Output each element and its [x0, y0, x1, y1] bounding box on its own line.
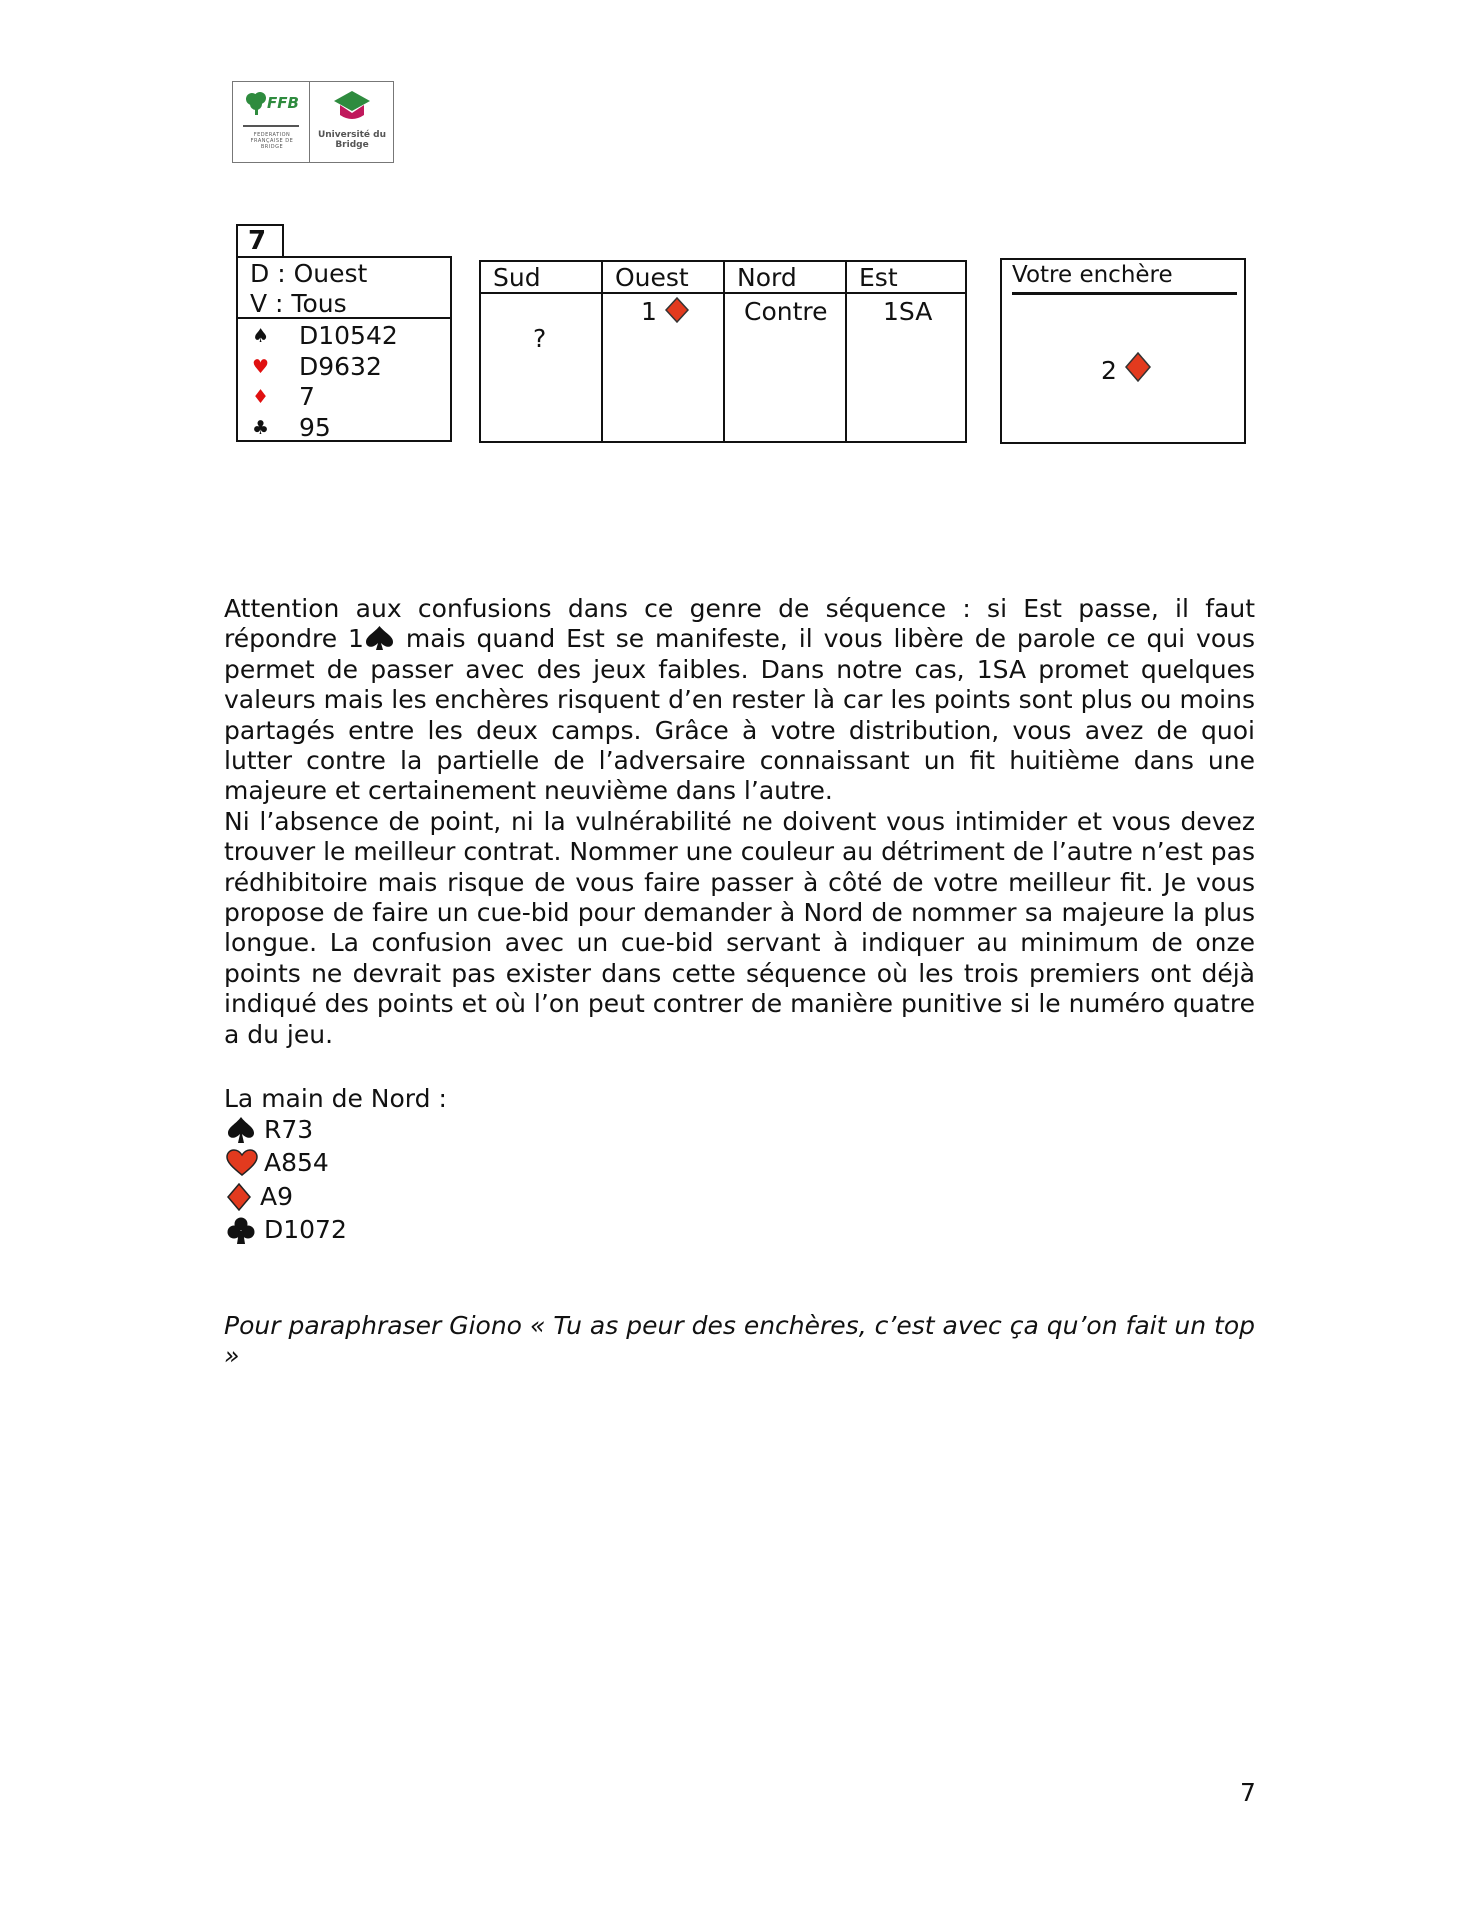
answer-box	[1000, 258, 1246, 444]
header-ouest: Ouest	[603, 262, 723, 294]
hand-row-hearts	[238, 352, 450, 383]
deal-header	[238, 258, 450, 319]
nord-spade-cards: R73	[264, 1115, 314, 1144]
spade-icon: ♠	[252, 325, 270, 347]
tree-icon	[243, 90, 269, 116]
bid-ouest-level: 1	[641, 297, 657, 326]
spade-icon	[226, 1116, 256, 1144]
nord-heart-cards: A854	[264, 1148, 329, 1177]
paragraph-2: Ni l’absence de point, ni la vulnérabilité ne doivent vous intimider et vous devez trouver le meilleur contrat. Nommer une couleur au détriment de l’autre n’est pas rédhibitoire mais risque de vous faire passer à côté de votre meilleur fit. Je vous propose de faire un cue-bid pour demander à Nord de nommer sa majeure la plus longue. La confusion avec un cue-bid servant à indiquer au minimum de onze points ne devrait pas exister dans cette séquence où les trois premiers ont déjà indiqué des points et où l’on peut contrer de manière punitive si le numéro quatre a du jeu.	[224, 806, 1255, 1049]
bidding-col-est	[847, 262, 965, 441]
ffb-brand: FFB	[267, 94, 299, 112]
hand-row-clubs	[238, 413, 450, 444]
hand-row-spades	[238, 321, 450, 352]
heart-icon: ♥	[252, 355, 270, 378]
universite-text: Université du Bridge	[317, 130, 387, 150]
answer-title: Votre enchère	[1012, 262, 1173, 288]
hand-row-diamonds	[238, 382, 450, 413]
quote: Pour paraphraser Giono « Tu as peur des enchères, c’est avec ça qu’on fait un top »	[224, 1311, 1255, 1370]
club-icon: ♣	[252, 416, 270, 439]
ffb-logo-right	[309, 82, 393, 162]
bid-est: 1SA	[883, 297, 933, 326]
answer-divider	[1012, 292, 1237, 295]
deal-box	[236, 256, 452, 442]
heart-icon	[226, 1149, 258, 1177]
explanation	[224, 594, 1255, 1050]
header-sud: Sud	[481, 262, 601, 294]
bidding-col-sud	[481, 262, 603, 441]
answer-level: 2	[1101, 356, 1117, 385]
paragraph-1: Attention aux confusions dans ce genre de séquence : si Est passe, il faut répondre 1 mais quand Est se manifeste, il vous libère de parole ce qui vous permet de passer avec des jeux faibles. Dans notre cas, 1SA promet quelques valeurs mais les enchères risquent d’en rester là car les points sont plus ou moins partagés entre les deux camps. Grâce à votre distribution, vous avez de quoi lutter contre la partielle de l’adversaire connaissant un fit huitième dans une majeure et certainement neuvième dans l’autre.	[224, 594, 1256, 806]
nord-club-cards: D1072	[264, 1215, 347, 1244]
club-icon	[226, 1216, 256, 1245]
graduation-cap-icon	[333, 89, 371, 127]
vulnerability: V : Tous	[250, 289, 347, 318]
ffb-logo	[232, 81, 394, 163]
page-number: 7	[1240, 1778, 1256, 1807]
header-est: Est	[847, 262, 965, 294]
bid-sud: ?	[533, 324, 547, 353]
heart-cards: D9632	[299, 351, 382, 381]
header-nord: Nord	[725, 262, 845, 294]
bidding-table	[479, 260, 967, 443]
dealer: D : Ouest	[250, 259, 368, 288]
diamond-icon	[1125, 352, 1151, 382]
club-cards: 95	[299, 412, 331, 442]
ffb-logo-left	[233, 82, 310, 162]
spade-icon	[364, 625, 395, 651]
bid-nord: Contre	[744, 297, 828, 326]
diamond-icon: ♦	[252, 386, 270, 408]
deal-number: 7	[236, 224, 284, 256]
bidding-col-nord	[725, 262, 847, 441]
spade-cards: D10542	[299, 321, 398, 350]
answer-bid	[1101, 352, 1151, 385]
diamond-cards: 7	[299, 382, 315, 411]
bidding-col-ouest	[603, 262, 725, 441]
federation-text: FEDERATION FRANÇAISE DE BRIDGE	[250, 132, 294, 150]
south-hand	[238, 319, 450, 443]
bid-ouest	[641, 297, 689, 326]
diamond-icon	[226, 1183, 252, 1211]
nord-diamond-cards: A9	[260, 1182, 294, 1211]
diamond-icon	[665, 297, 689, 323]
nord-hand-title: La main de Nord :	[224, 1084, 447, 1113]
